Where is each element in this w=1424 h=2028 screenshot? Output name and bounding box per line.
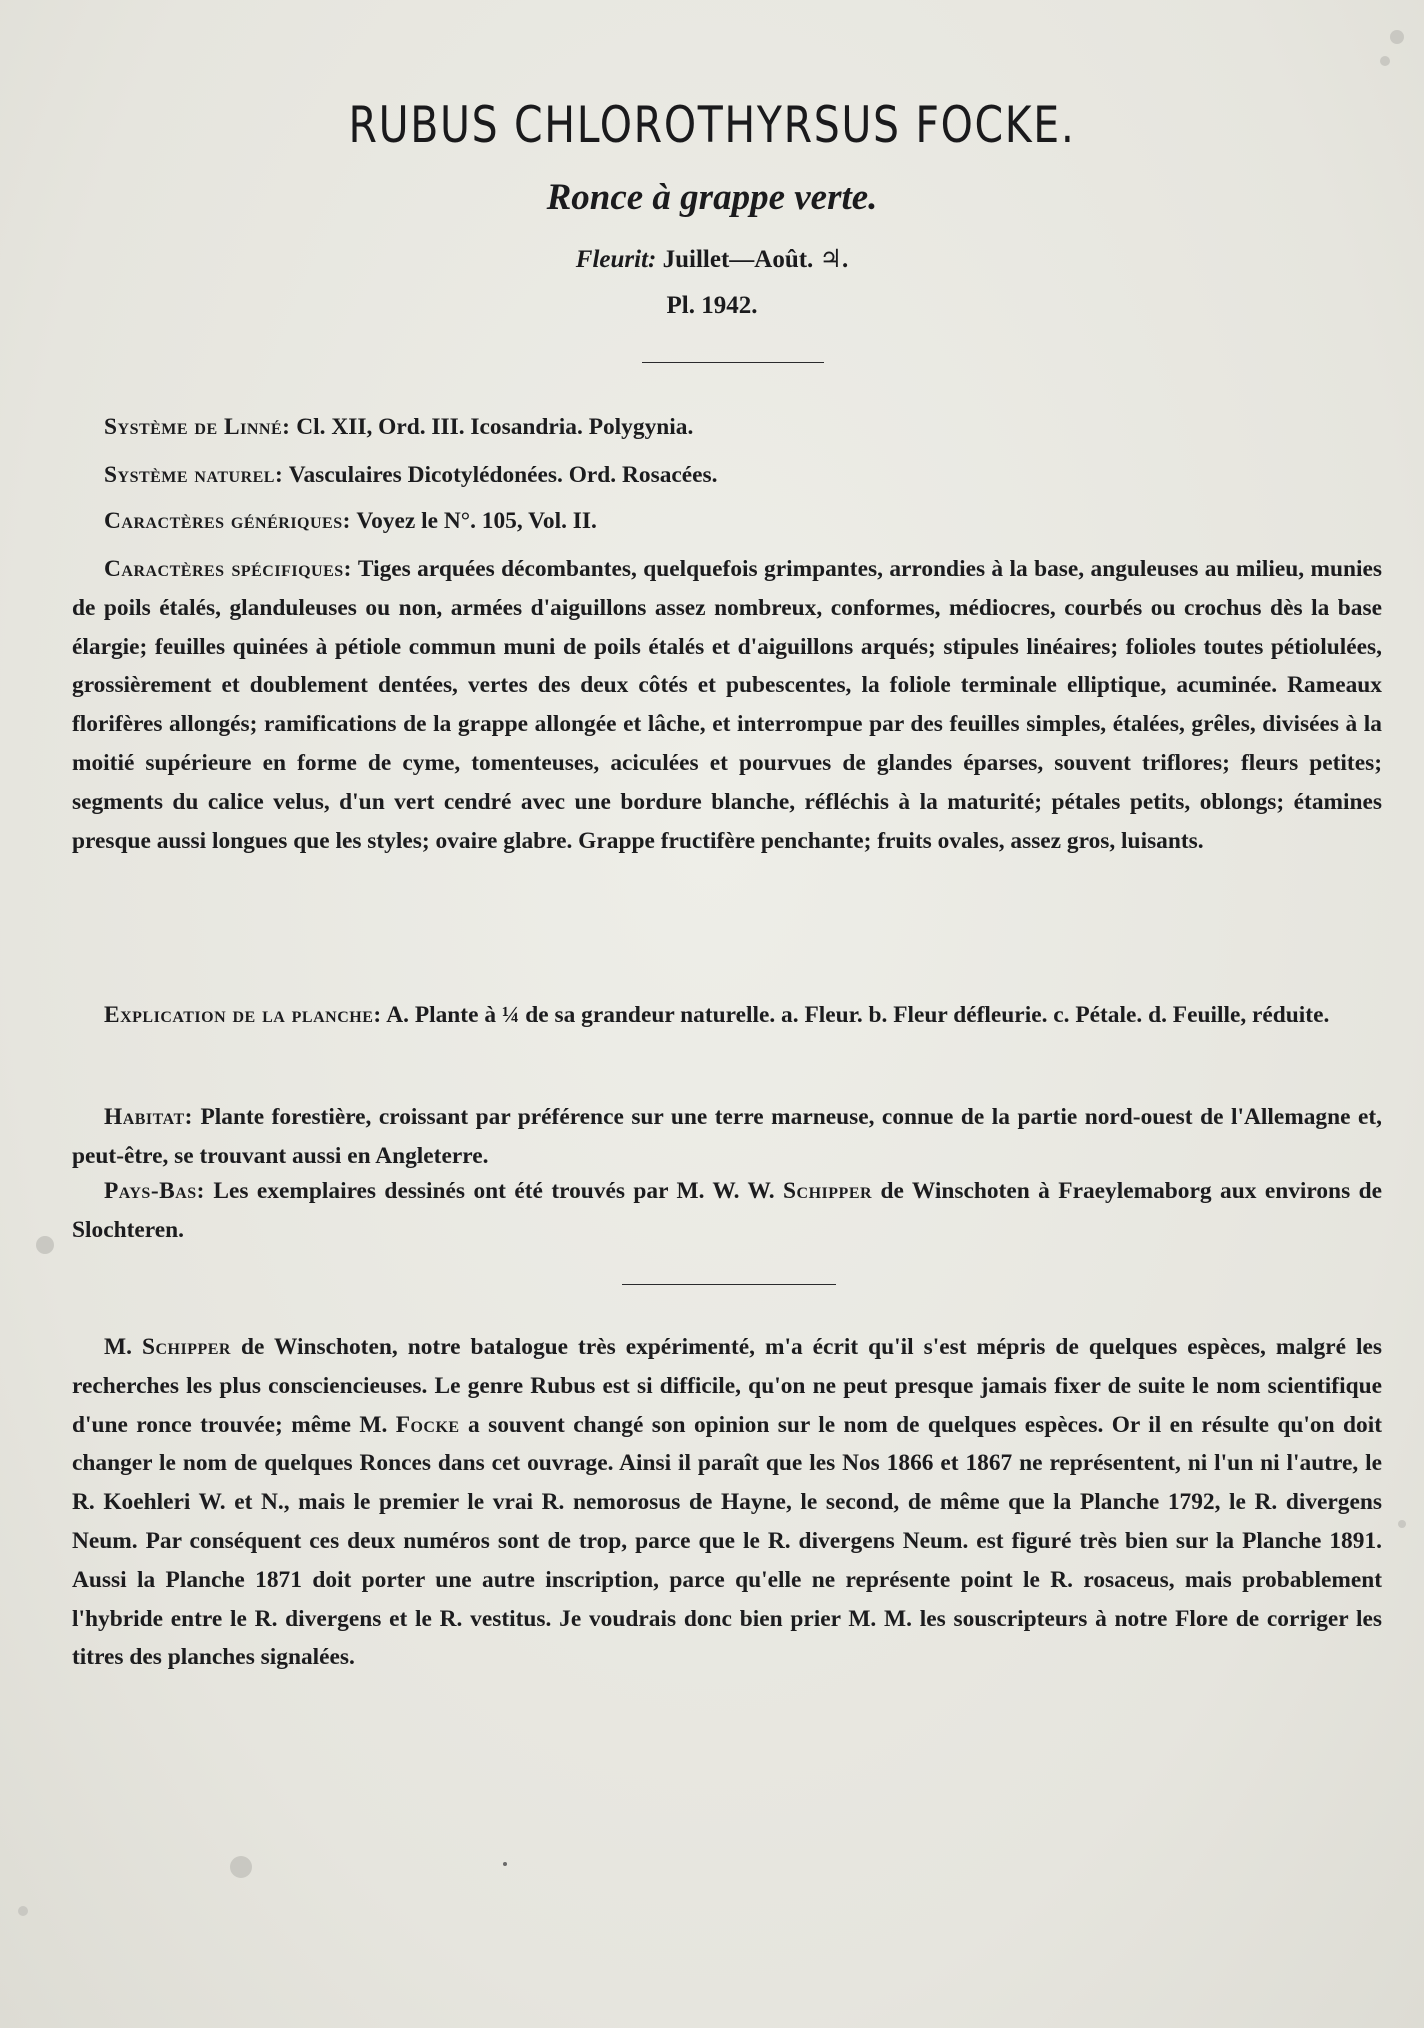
section-label: Explication de la planche: <box>104 1002 382 1028</box>
section-label: Système de Linné: <box>104 414 291 440</box>
section-text: Plante forestière, croissant par préférence sur une terre marneuse, connue de la partie nord-ouest de l'Allemagne et, peut-être, se trouvant aussi en Angleterre. <box>72 1104 1382 1169</box>
paper-speck <box>1398 1520 1406 1528</box>
section-linne <box>72 408 1382 447</box>
paper-speck <box>1390 30 1404 44</box>
section-label: Caractères génériques: <box>104 508 351 534</box>
person-name: Schipper <box>141 1334 231 1360</box>
person-name: Schipper <box>783 1178 873 1204</box>
paper-speck <box>36 1236 54 1254</box>
paper-speck <box>1380 56 1390 66</box>
section-naturel <box>72 456 1382 495</box>
section-label: Habitat: <box>104 1104 193 1130</box>
section-label: Caractères spécifiques: <box>104 556 352 582</box>
divider-bottom <box>622 1284 836 1285</box>
note-text: a souvent changé son opinion sur le nom de quelques espèces. Or il en résulte qu'on doit changer le nom de quelques Ronces dans cet ouvrage. Ainsi il paraît que les Nos 1866 et 1867 ne représentent, ni l'un ni l'autre, le R. Koehleri W. et N., mais le premier le vrai R. nemorosus de Hayne, le second, de même que la Planche 1792, le R. divergens Neum. Par conséquent ces deux numéros sont de trop, parce que le R. divergens Neum. est figuré très bien sur la Planche 1891. Aussi la Planche 1871 doit porter une autre inscription, parce qu'elle ne représente point le R. rosaceus, mais probablement l'hybride entre le R. divergens et le R. vestitus. Je voudrais donc bien prier M. M. les souscripteurs à notre Flore de corriger les titres des planches signalées. <box>72 1411 1382 1671</box>
section-label: Système naturel: <box>104 462 284 488</box>
flowering-label: Fleurit: <box>575 246 657 273</box>
note-text: de Winschoten, notre batalogue très expérimenté, m'a écrit qu'il s'est mépris de quelques espèces, malgré les recherches les plus consciencieuses. Le genre Rubus est si difficile, qu'on ne peut presque jamais fixer de suite le nom scientifique d'une ronce trouvée; même M. <box>72 1334 1383 1438</box>
section-text: A. Plante à ¼ de sa grandeur naturelle. a. Fleur. b. Fleur défleurie. c. Pétale. d. Feuille, réduite. <box>386 1002 1330 1028</box>
section-label: Pays-Bas: <box>104 1178 205 1204</box>
person-name: Focke <box>395 1411 460 1438</box>
section-explication <box>72 996 1382 1035</box>
paper-speck <box>503 1862 507 1866</box>
note-prefix: M. <box>104 1334 132 1360</box>
section-specifiques <box>72 550 1382 860</box>
section-text: Cl. XII, Ord. III. Icosandria. Polygynia. <box>296 414 694 440</box>
flowering-value: Juillet—Août. ♃. <box>662 246 849 273</box>
section-generiques <box>72 502 1382 541</box>
section-text: Tiges arquées décombantes, quelquefois grimpantes, arrondies à la base, anguleuses au milieu, munies de poils étalés, glanduleuses ou non, armées d'aiguillons assez nombreux, conformes, médiocres, courbés ou crochus dès la base élargie; feuilles quinées à pétiole commun muni de poils étalés et d'aiguillons arqués; stipules linéaires; folioles toutes pétiolulées, grossièrement et doublement dentées, vertes des deux côtés et pubescentes, la foliole terminale elliptique, acuminée. Rameaux florifères allongés; ramifications de la grappe allongée et lâche, et interrompue par des feuilles simples, étalées, grêles, divisées à la moitié supérieure en forme de cyme, tomenteuses, aciculées et pourvues de glandes éparses, souvent triflores; fleurs petites; segments du calice velus, d'un vert cendré avec une bordure blanche, réfléchis à la maturité; pétales petits, oblongs; étamines presque aussi longues que les styles; ovaire glabre. Grappe fructifère penchante; fruits ovales, assez gros, luisants. <box>72 556 1382 854</box>
section-text: Voyez le N°. 105, Vol. II. <box>356 508 597 534</box>
paper-speck <box>230 1856 252 1878</box>
flowering-line <box>0 244 1424 274</box>
editorial-note <box>72 1328 1382 1677</box>
section-text: Les exemplaires dessinés ont été trouvés par M. W. W. <box>213 1178 775 1204</box>
page-subtitle: Ronce à grappe verte. <box>546 177 878 218</box>
page-title: RUBUS CHLOROTHYRSUS FOCKE. <box>348 96 1076 154</box>
section-pays-bas <box>72 1172 1382 1250</box>
section-habitat <box>72 1098 1382 1176</box>
section-text: de Winschoten à Fraeylemaborg aux environs de Slochteren. <box>72 1178 1382 1243</box>
plate-number: Pl. 1942. <box>666 292 758 319</box>
section-text: Vasculaires Dicotylédonées. Ord. Rosacées. <box>288 462 718 488</box>
paper-speck <box>18 1906 28 1916</box>
divider-top <box>642 362 824 363</box>
